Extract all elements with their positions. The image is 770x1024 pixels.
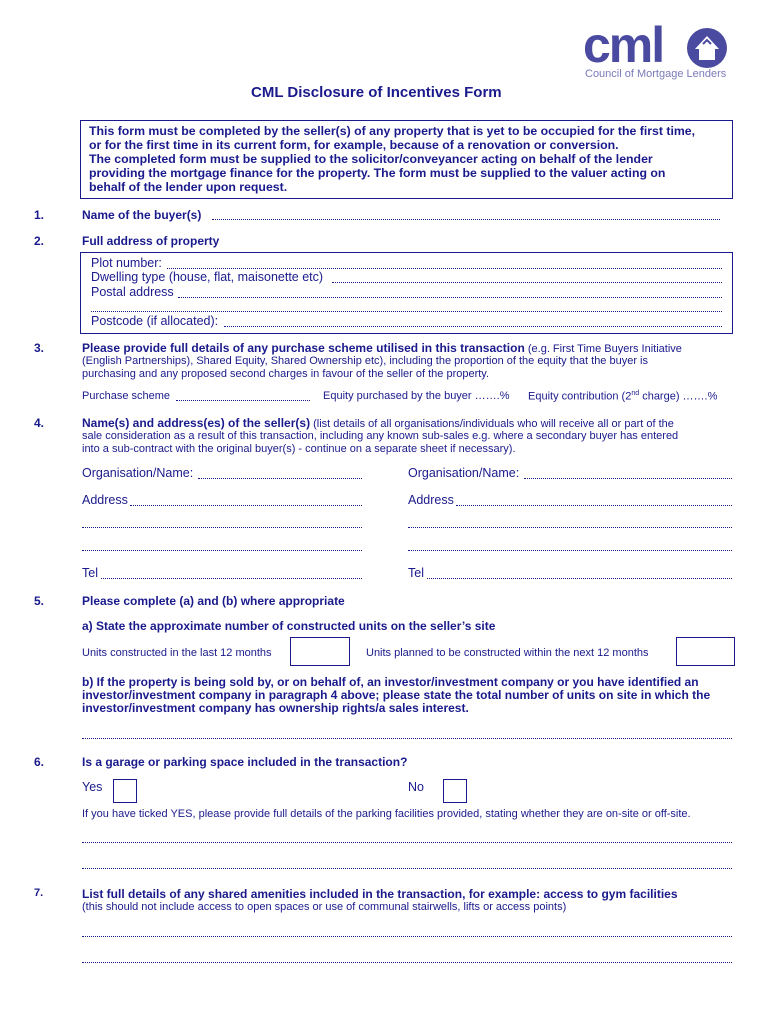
seller-2-address-label: Address: [408, 493, 454, 507]
parking-details-field-2[interactable]: [82, 868, 732, 869]
purchase-scheme-text-2: (English Partnerships), Shared Equity, Shared Ownership etc), including the proportion of the equity that the buyer is: [82, 355, 648, 367]
seller-1-address-label: Address: [82, 493, 128, 507]
units-a-heading: a) State the approximate number of constructed units on the seller’s site: [82, 619, 496, 633]
garage-no-checkbox[interactable]: [443, 779, 467, 803]
equity-contribution-text: Equity contribution (2: [528, 390, 632, 403]
seller-note-3: into a sub-contract with the original buyer(s) - continue on a separate sheet if necessary).: [82, 443, 516, 455]
seller-2-address-field[interactable]: [456, 505, 732, 506]
amenities-field-2[interactable]: [82, 962, 732, 963]
seller-1-address-field[interactable]: [130, 505, 362, 506]
units-last-label: Units constructed in the last 12 months: [82, 647, 272, 659]
seller-note-1: (list details of all organisations/individuals who will receive all or part of the: [310, 418, 674, 430]
seller-heading-line: [82, 416, 674, 430]
postcode-field[interactable]: [224, 326, 722, 327]
seller-1-address-field-3[interactable]: [82, 550, 362, 551]
house-emblem-icon: [683, 24, 731, 70]
seller-1-org-label: Organisation/Name:: [82, 466, 194, 480]
intro-line-5: behalf of the lender upon request.: [89, 180, 288, 194]
seller-2-org-field[interactable]: [524, 478, 732, 479]
units-heading: Please complete (a) and (b) where appropriate: [82, 594, 345, 608]
units-last-box[interactable]: [290, 637, 350, 666]
seller-1-address-field-2[interactable]: [82, 527, 362, 528]
buyer-name-field[interactable]: [212, 219, 720, 220]
intro-line-4: providing the mortgage finance for the property. The form must be supplied to the valuer acting on: [89, 166, 666, 180]
equity-contribution-label[interactable]: [528, 390, 717, 403]
postal-address-field-2[interactable]: [91, 311, 722, 312]
section-5-number: 5.: [34, 594, 45, 608]
amenities-note: (this should not include access to open spaces or use of communal stairwells, lifts or access points): [82, 901, 567, 913]
garage-note: If you have ticked YES, please provide full details of the parking facilities provided, stating whether they are on-site or off-site.: [82, 808, 691, 820]
garage-yes-checkbox[interactable]: [113, 779, 137, 803]
page-title: CML Disclosure of Incentives Form: [251, 84, 502, 101]
postal-address-label: Postal address: [91, 285, 174, 299]
seller-2-address-field-2[interactable]: [408, 527, 732, 528]
cml-logo: [583, 18, 743, 82]
seller-note-2: sale consideration as a result of this transaction, including any known sub-sales e.g. where a secondary buyer has entered: [82, 430, 679, 442]
seller-1-tel-field[interactable]: [101, 578, 362, 579]
dwelling-type-label: Dwelling type (house, flat, maisonette etc): [91, 270, 324, 284]
postcode-label: Postcode (if allocated):: [91, 314, 219, 328]
intro-line-2: or for the first time in its current form, for example, because of a renovation or conversion.: [89, 138, 619, 152]
equity-charge-text: charge) …….%: [639, 390, 718, 403]
units-b-line-3: investor/investment company has ownership rights/a sales interest.: [82, 701, 469, 715]
garage-yes-label: Yes: [82, 780, 103, 794]
intro-line-3: The completed form must be supplied to the solicitor/conveyancer acting on behalf of the lender: [89, 152, 653, 166]
seller-2-tel-label: Tel: [408, 566, 424, 580]
section-7-number: 7.: [34, 887, 44, 899]
buyer-name-label: Name of the buyer(s): [82, 208, 202, 222]
seller-1-org-field[interactable]: [198, 478, 362, 479]
purchase-scheme-heading: Please provide full details of any purchase scheme utilised in this transaction: [82, 341, 525, 355]
purchase-scheme-heading-line: [82, 341, 682, 355]
plot-number-label: Plot number:: [91, 256, 162, 270]
postal-address-field[interactable]: [178, 297, 722, 298]
superscript-nd: nd: [631, 390, 640, 397]
seller-2-tel-field[interactable]: [427, 578, 732, 579]
section-2-number: 2.: [34, 234, 45, 248]
amenities-heading: List full details of any shared amenities included in the transaction, for example: access to gym facilities: [82, 887, 678, 901]
property-address-heading: Full address of property: [82, 234, 220, 248]
units-b-line-1: b) If the property is being sold by, or on behalf of, an investor/investment company or you have identified an: [82, 675, 699, 689]
seller-1-tel-label: Tel: [82, 566, 98, 580]
purchase-scheme-text-3: purchasing and any proposed second charges in favour of the seller of the property.: [82, 368, 490, 380]
amenities-field[interactable]: [82, 936, 732, 937]
plot-number-field[interactable]: [167, 268, 722, 269]
logo-wordmark: cml: [583, 17, 664, 73]
units-b-line-2: investor/investment company in paragraph 4 above; please state the total number of units on site in which the: [82, 688, 711, 702]
seller-2-address-field-3[interactable]: [408, 550, 732, 551]
investor-units-field[interactable]: [82, 738, 732, 739]
dwelling-type-field[interactable]: [332, 282, 722, 283]
seller-2-org-label: Organisation/Name:: [408, 466, 520, 480]
units-next-box[interactable]: [676, 637, 735, 666]
logo-subtitle: Council of Mortgage Lenders: [585, 68, 727, 80]
seller-heading: Name(s) and address(es) of the seller(s): [82, 416, 311, 430]
section-6-number: 6.: [34, 755, 45, 769]
section-3-number: 3.: [34, 341, 45, 355]
purchase-scheme-label: Purchase scheme: [82, 390, 171, 402]
parking-details-field[interactable]: [82, 842, 732, 843]
purchase-scheme-field[interactable]: [176, 400, 310, 401]
purchase-scheme-note: (e.g. First Time Buyers Initiative: [524, 343, 682, 355]
section-4-number: 4.: [34, 416, 45, 430]
section-1-number: 1.: [34, 208, 45, 222]
garage-heading: Is a garage or parking space included in the transaction?: [82, 755, 408, 769]
garage-no-label: No: [408, 780, 424, 794]
units-next-label: Units planned to be constructed within the next 12 months: [366, 647, 649, 659]
equity-purchased-label[interactable]: Equity purchased by the buyer …….%: [323, 390, 510, 402]
intro-line-1: This form must be completed by the seller(s) of any property that is yet to be occupied for the first time,: [89, 124, 696, 138]
